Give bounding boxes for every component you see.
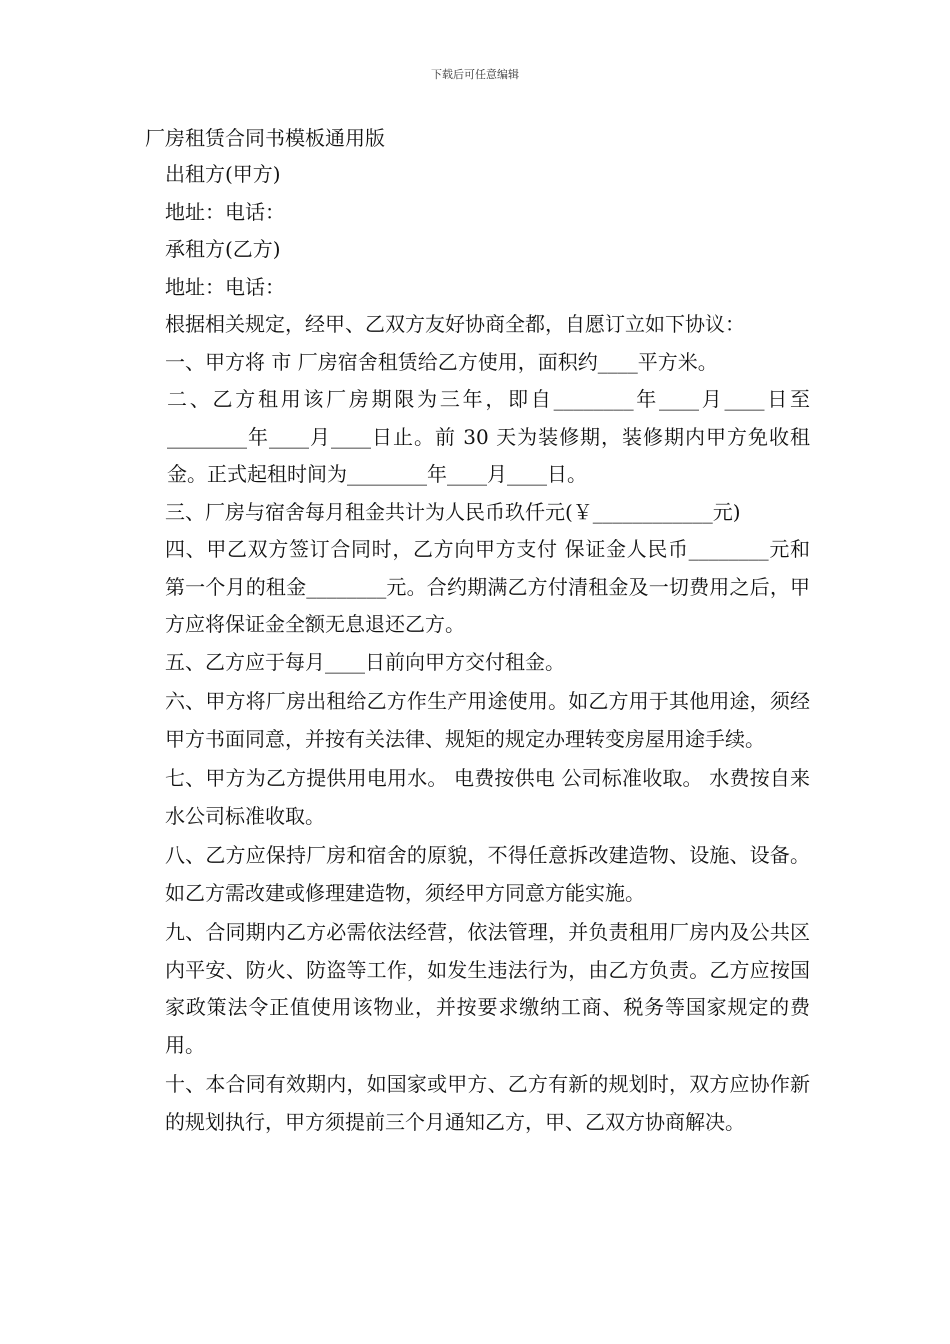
clause-9: 九、合同期内乙方必需依法经营，依法管理，并负责租用厂房内及公共区内平安、防火、防盗等工作，如发生违法行为，由乙方负责。乙方应按国家政策法令正值使用该物业，并按要求缴纳工商、税务等国家规定的费用。 [165,920,810,1057]
clause-3: 三、厂房与宿舍每月租金共计为人民币玖仟元(￥____________元) [165,499,741,524]
clause-4: 四、甲乙双方签订合同时，乙方向甲方支付 保证金人民币________元和第一个月的租金________元。合约期满乙方付清租金及一切费用之后，甲方应将保证金全额无息退还乙方。 [165,537,810,636]
document-body [145,120,810,1141]
clause-2: 二、乙方租用该厂房期限为三年，即自________年____月____日至________年____月____日止。前 30 天为装修期，装修期内甲方免收租金。正式起租时间为________年____月____日。 [167,387,810,486]
clause-5: 五、乙方应于每月____日前向甲方交付租金。 [165,649,565,674]
preamble: 根据相关规定，经甲、乙双方友好协商全都，自愿订立如下协议： [165,312,745,336]
lessor-contact-line: 地址：电话： [165,199,285,224]
clause-10: 十、本合同有效期内，如国家或甲方、乙方有新的规划时，双方应协作新的规划执行，甲方须提前三个月通知乙方，甲、乙双方协商解决。 [165,1072,810,1134]
lessee-contact-line: 地址：电话： [165,274,285,299]
lessor-line: 出租方(甲方) [165,162,281,186]
document-title: 厂房租赁合同书模板通用版 [145,126,385,150]
clause-6: 六、甲方将厂房出租给乙方作生产用途使用。如乙方用于其他用途，须经甲方书面同意，并按有关法律、规矩的规定办理转变房屋用途手续。 [165,689,810,751]
clause-7: 七、甲方为乙方提供用电用水。 电费按供电 公司标准收取。 水费按自来水公司标准收取。 [165,766,810,828]
clause-1: 一、甲方将 市 厂房宿舍租赁给乙方使用，面积约____平方米。 [165,349,718,374]
clause-8: 八、乙方应保持厂房和宿舍的原貌，不得任意拆改建造物、设施、设备。如乙方需改建或修理建造物，须经甲方同意方能实施。 [165,843,810,905]
lessee-line: 承租方(乙方) [165,237,281,261]
header-note: 下载后可任意编辑 [431,68,519,81]
